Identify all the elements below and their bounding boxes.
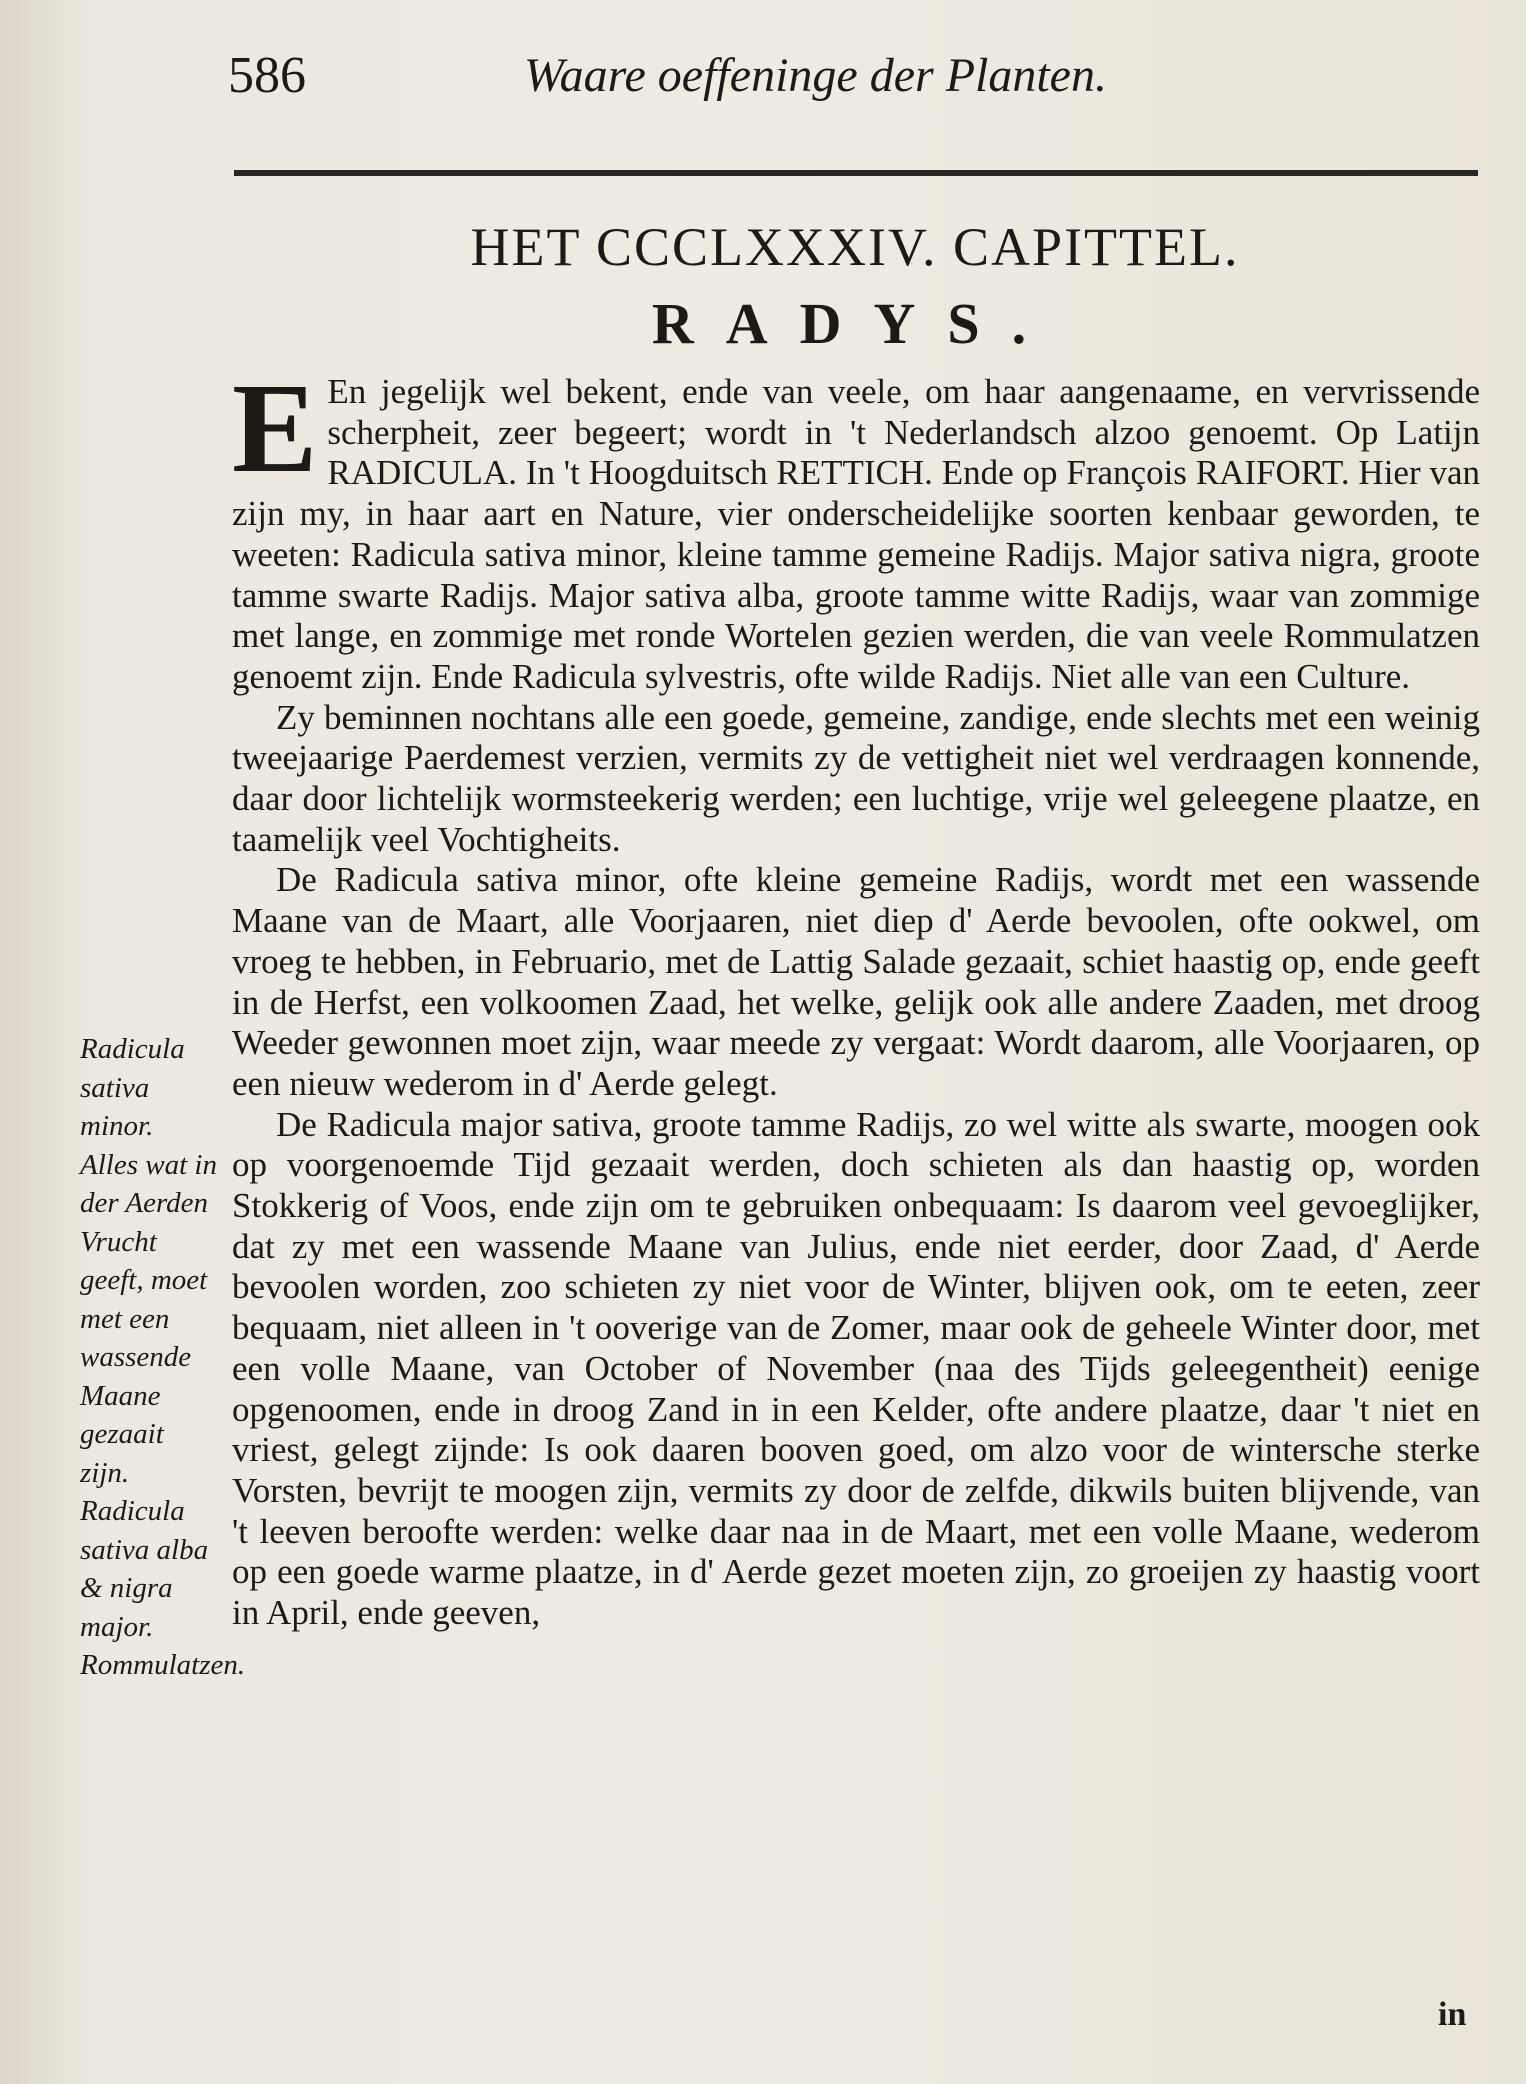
running-title: Waare oeffeninge der Planten. (524, 49, 1107, 102)
margin-note: Radicula sativa alba & nigra major. (80, 1495, 209, 1643)
paragraph-text: En jegelijk wel bekent, ende van veele, om haar aangenaame, en vervrissende scherpheit, zeer begeert; wordt in 't Nederlandsch alzoo genoemt. Op Latijn RADICULA. In 't Hoogduitsch RETTICH. Ende op François RAIFORT. Hier van zijn my, in haar aart en Nature, vier onderscheidelijke soorten kenbaar geworden, te weeten: Radicula sativa minor, kleine tamme gemeine Radijs. Major sativa nigra, groote tamme swarte Radijs. Major sativa alba, groote tamme witte Radijs, waar van zommige met lange, en zommige met ronde Wortelen gezien werden, die van veele Rommulatzen genoemt zijn. Ende Radicula sylvestris, ofte wilde Radijs. Niet alle van een Culture. (232, 372, 1480, 696)
drop-cap: E (232, 357, 318, 499)
margin-note: Radicula sativa minor. (80, 1033, 185, 1142)
page-number: 586 (228, 47, 306, 104)
paragraph: De Radicula major sativa, groote tamme Radijs, zo wel witte als swarte, moogen ook op voorgenoemde Tijd gezaait werden, doch schieten als dan haastig op, worden Stokkerig of Voos, ende zijn om te gebruiken onbequaam: Is daarom veel gevoeglijker, dat zy met een wassende Maane van Julius, ende niet eerder, door Zaad, d' Aerde bevoolen worden, zoo schieten zy niet voor de Winter, blijven ook, om te eeten, zeer bequaam, niet alleen in 't ooverige van de Zomer, maar ook de geheele Winter door, met een volle Maane, van October of November (naa des Tijds geleegentheit) eenige opgenoomen, ende in droog Zand in in een Kelder, ofte andere plaatze, daar 't niet en vriest, gelegt zijnde: Is ook daaren booven goed, om alzo voor de wintersche sterke Vorsten, bevrijt te moogen zijn, vermits zy door de zelfde, dikwils buiten blijvende, van 't leeven beroofte werden: welke daar naa in de Maart, met een volle Maane, wederom op een goede warme plaatze, in d' Aerde gezet moeten zijn, zo groeijen zy haastig voort in April, ende geeven, (232, 1104, 1480, 1633)
header-rule (234, 170, 1478, 176)
body-text (232, 357, 1480, 1634)
paragraph (232, 357, 1480, 698)
chapter-heading: HET CCCLXXXIV. CAPITTEL. (470, 217, 1240, 277)
chapter-title: RADYS. (651, 291, 1059, 356)
page-header (228, 46, 1478, 116)
margin-note: Rommulatzen. (80, 1649, 246, 1681)
paragraph: De Radicula sativa minor, ofte kleine gemeine Radijs, wordt met een wassende Maane van de Maart, alle Voorjaaren, niet diep d' Aerde bevoolen, ofte ookwel, om vroeg te hebben, in Februario, met de Lattig Salade gezaait, schiet haastig op, ende geeft in de Herfst, een volkoomen Zaad, het welke, gelijk ook alle andere Zaaden, met droog Weeder gewonnen moet zijn, waar meede zy vergaat: Wordt daarom, alle Voorjaaren, op een nieuw wederom in d' Aerde gelegt. (232, 860, 1480, 1103)
margin-note: Alles wat in der Aerden Vrucht geeft, moet met een wassende Maane gezaait zijn. (80, 1148, 217, 1489)
marginalia (80, 1030, 246, 1685)
paragraph: Zy beminnen nochtans alle een goede, gemeine, zandige, ende slechts met een weinig tweejaarige Paerdemest verzien, vermits zy de vettigheit niet wel verdraagen konnende, daar door lichtelijk wormsteekerig werden; een luchtige, vrije wel geleegene plaatze, en taamelijk veel Vochtigheits. (232, 697, 1480, 859)
catchword: in (1438, 1996, 1467, 2033)
